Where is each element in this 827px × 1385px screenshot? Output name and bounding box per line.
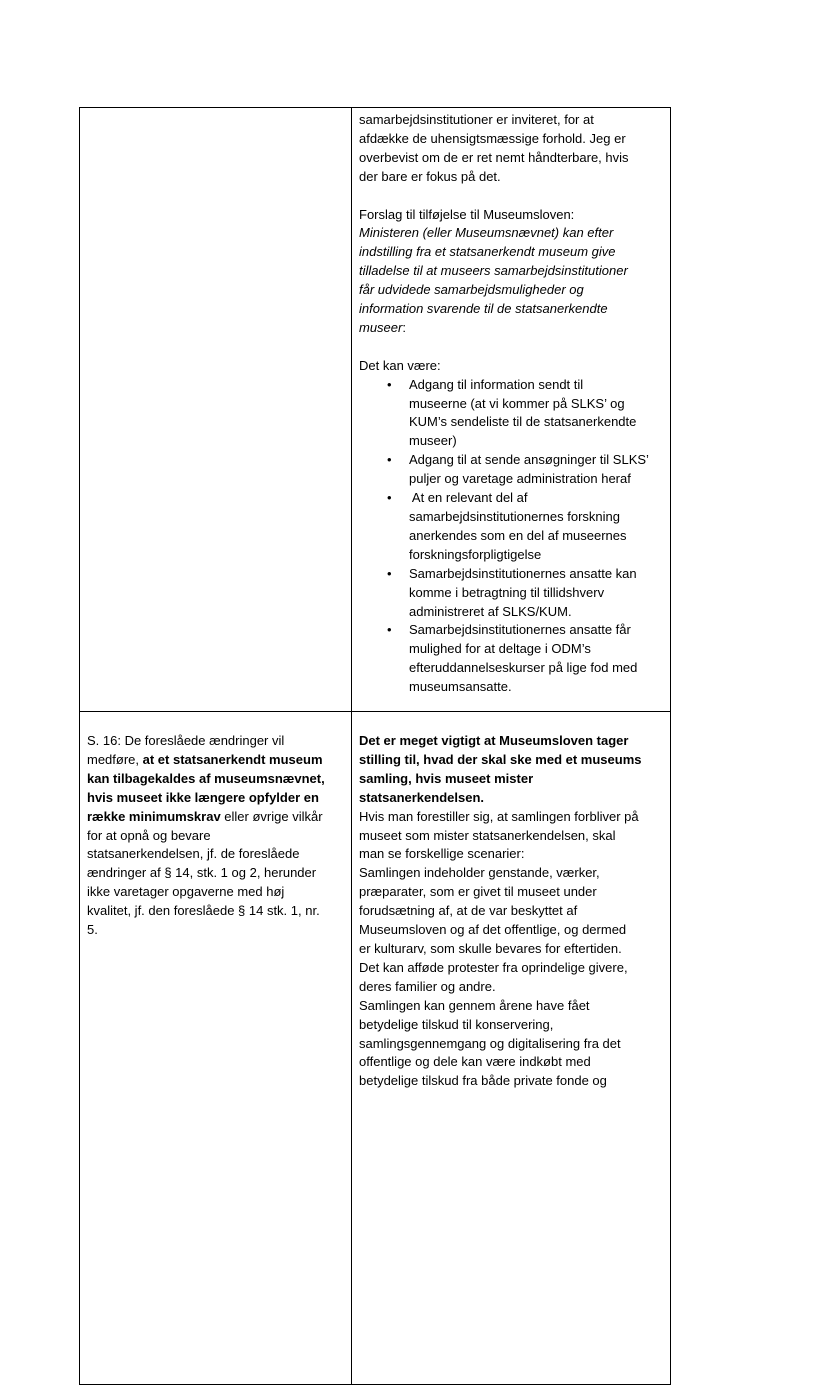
- bullet-icon: •: [387, 622, 392, 638]
- text-line: museerne (at vi kommer på SLKS’ og: [409, 395, 625, 411]
- text-line: museet som mister statsanerkendelsen, skal: [359, 827, 616, 843]
- text-line: Samarbejdsinstitutionernes ansatte får: [409, 622, 631, 638]
- text-line: Hvis man forestiller sig, at samlingen forbliver på: [359, 808, 639, 824]
- bullet-list: [359, 376, 663, 697]
- list-item: [359, 565, 663, 622]
- text-line: administreret af SLKS/KUM.: [409, 603, 572, 619]
- text-line: anerkendes som en del af museernes: [409, 527, 627, 543]
- bold-text-line: statsanerkendelsen.: [359, 789, 485, 805]
- text-line: statsanerkendelsen, jf. de foreslåede: [87, 846, 300, 862]
- text-line: At en relevant del af: [409, 490, 528, 506]
- proposal-text-line: tilladelse til at museers samarbejdsinstitutioner: [359, 263, 628, 279]
- list-item: [359, 489, 663, 565]
- text-line: museer): [409, 433, 457, 449]
- bold-text-span: række minimumskrav: [87, 808, 221, 824]
- text-line: Museumsloven og af det offentlige, og dermed: [359, 922, 627, 938]
- text-line: er kulturarv, som skulle bevares for eftertiden.: [359, 940, 622, 956]
- text-line: overbevist om de er ret nemt håndterbare, hvis: [359, 149, 629, 165]
- text-line: Det kan afføde protester fra oprindelige givere,: [359, 959, 628, 975]
- text-line: afdække de uhensigtsmæssige forhold. Jeg er: [359, 130, 626, 146]
- list-item: [359, 621, 663, 697]
- text-line: der bare er fokus på det.: [359, 168, 501, 184]
- text-line: for at opnå og bevare: [87, 827, 211, 843]
- text-line: betydelige tilskud fra både private fonde og: [359, 1073, 607, 1089]
- bold-text-line: Det er meget vigtigt at Museumsloven tager: [359, 733, 629, 748]
- text-line: præparater, som er givet til museet under: [359, 884, 597, 900]
- text-span: eller øvrige vilkår: [220, 808, 323, 824]
- proposal-text-line: [359, 319, 663, 338]
- bullet-icon: •: [387, 565, 392, 581]
- text-line: deres familier og andre.: [359, 978, 496, 994]
- text-line: 5.: [87, 922, 98, 938]
- text-line: forskningsforpligtigelse: [409, 546, 542, 562]
- proposal-heading: Forslag til tilføjelse til Museumsloven:: [359, 206, 575, 222]
- text-line: efteruddannelseskurser på lige fod med: [409, 660, 638, 676]
- bold-text-line: hvis museet ikke længere opfylder en: [87, 789, 319, 805]
- proposal-text-line: information svarende til de statsanerkendte: [359, 301, 608, 317]
- text-line: kvalitet, jf. den foreslåede § 14 stk. 1, nr.: [87, 903, 320, 919]
- text-line: betydelige tilskud til konservering,: [359, 1016, 554, 1032]
- proposal-text-line: får udvidede samarbejdsmuligheder og: [359, 282, 584, 298]
- text-line: ikke varetager opgaverne med høj: [87, 884, 285, 900]
- text-line: ændringer af § 14, stk. 1 og 2, herunder: [87, 865, 317, 881]
- text-line: samarbejdsinstitutioner er inviteret, for at: [359, 112, 594, 127]
- list-item: [359, 451, 663, 489]
- text-line: [87, 751, 344, 770]
- text-span: medføre,: [87, 751, 143, 767]
- text-line: Samlingen kan gennem årene have fået: [359, 997, 590, 1013]
- proposal-text-line: Ministeren (eller Museumsnævnet) kan efter: [359, 225, 614, 241]
- text-line: komme i betragtning til tillidshverv: [409, 584, 605, 600]
- bold-text-line: kan tilbagekaldes af museumsnævnet,: [87, 770, 325, 786]
- text-line: museumsansatte.: [409, 679, 512, 695]
- proposal-last-word: museer: [359, 319, 403, 335]
- bold-text-line: stilling til, hvad der skal ske med et museums: [359, 751, 642, 767]
- row1-left-cell: [80, 108, 352, 712]
- text-line: [87, 808, 344, 827]
- bullet-icon: •: [387, 490, 392, 506]
- text-line: samlingsgennemgang og digitalisering fra det: [359, 1035, 621, 1051]
- text-line: forudsætning af, at de var beskyttet af: [359, 903, 578, 919]
- list-item: [359, 376, 663, 452]
- comments-table: [79, 107, 671, 1385]
- text-line: KUM’s sendeliste til de statsanerkendte: [409, 414, 637, 430]
- bold-text-span: at et statsanerkendt museum: [142, 751, 323, 767]
- table-row: [80, 712, 671, 1385]
- table-row: [80, 108, 671, 712]
- bullet-icon: •: [387, 452, 392, 468]
- colon: :: [402, 319, 406, 335]
- row1-right-cell: [352, 108, 671, 712]
- text-line: Samlingen indeholder genstande, værker,: [359, 865, 600, 881]
- text-line: puljer og varetage administration heraf: [409, 471, 631, 487]
- text-line: man se forskellige scenarier:: [359, 846, 525, 862]
- text-line: Adgang til information sendt til: [409, 376, 584, 392]
- text-line: mulighed for at deltage i ODM’s: [409, 641, 591, 657]
- text-line: samarbejdsinstitutionernes forskning: [409, 509, 620, 524]
- text-line: S. 16: De foreslåede ændringer vil: [87, 733, 285, 748]
- proposal-text-line: indstilling fra et statsanerkendt museum give: [359, 244, 616, 260]
- bullet-icon: •: [387, 376, 392, 392]
- row2-right-cell: [352, 712, 671, 1385]
- text-line: Samarbejdsinstitutionernes ansatte kan: [409, 565, 637, 581]
- bold-text-line: samling, hvis museet mister: [359, 770, 534, 786]
- text-line: offentlige og dele kan være indkøbt med: [359, 1054, 591, 1070]
- row2-left-cell: [80, 712, 352, 1385]
- text-line: Adgang til at sende ansøgninger til SLKS’: [409, 452, 649, 468]
- list-intro: Det kan være:: [359, 357, 441, 373]
